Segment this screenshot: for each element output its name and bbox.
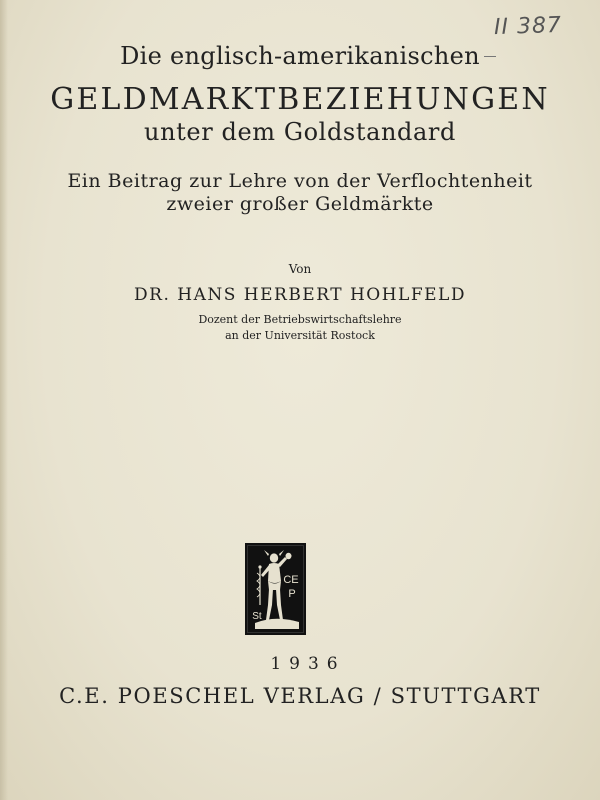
hermes-figure-icon <box>245 543 306 635</box>
author-name: DR. HANS HERBERT HOHLFELD <box>134 285 466 305</box>
publisher-line: C.E. POESCHEL VERLAG / STUTTGART <box>59 684 541 708</box>
publication-year: 1936 <box>270 654 346 674</box>
publisher-emblem <box>245 543 306 635</box>
subtitle-line-1: Ein Beitrag zur Lehre von der Verflochtenheit <box>67 170 533 192</box>
author-prefix: Von <box>288 262 312 276</box>
subtitle-line-2: zweier großer Geldmärkte <box>166 193 434 215</box>
handwritten-shelfmark: II 387 <box>493 12 563 41</box>
author-role-line-2: an der Universität Rostock <box>225 329 375 342</box>
title-line-3: unter dem Goldstandard <box>144 118 456 146</box>
title-line-2: GELDMARKTBEZIEHUNGEN <box>50 82 550 117</box>
emblem-letters-ce: CE <box>283 574 299 586</box>
author-role-line-1: Dozent der Betriebswirtschaftslehre <box>198 313 402 326</box>
title-line-1: Die englisch-amerikanischen <box>120 42 480 70</box>
emblem-letters-st: St <box>252 611 262 622</box>
emblem-letter-p: P <box>288 588 296 600</box>
